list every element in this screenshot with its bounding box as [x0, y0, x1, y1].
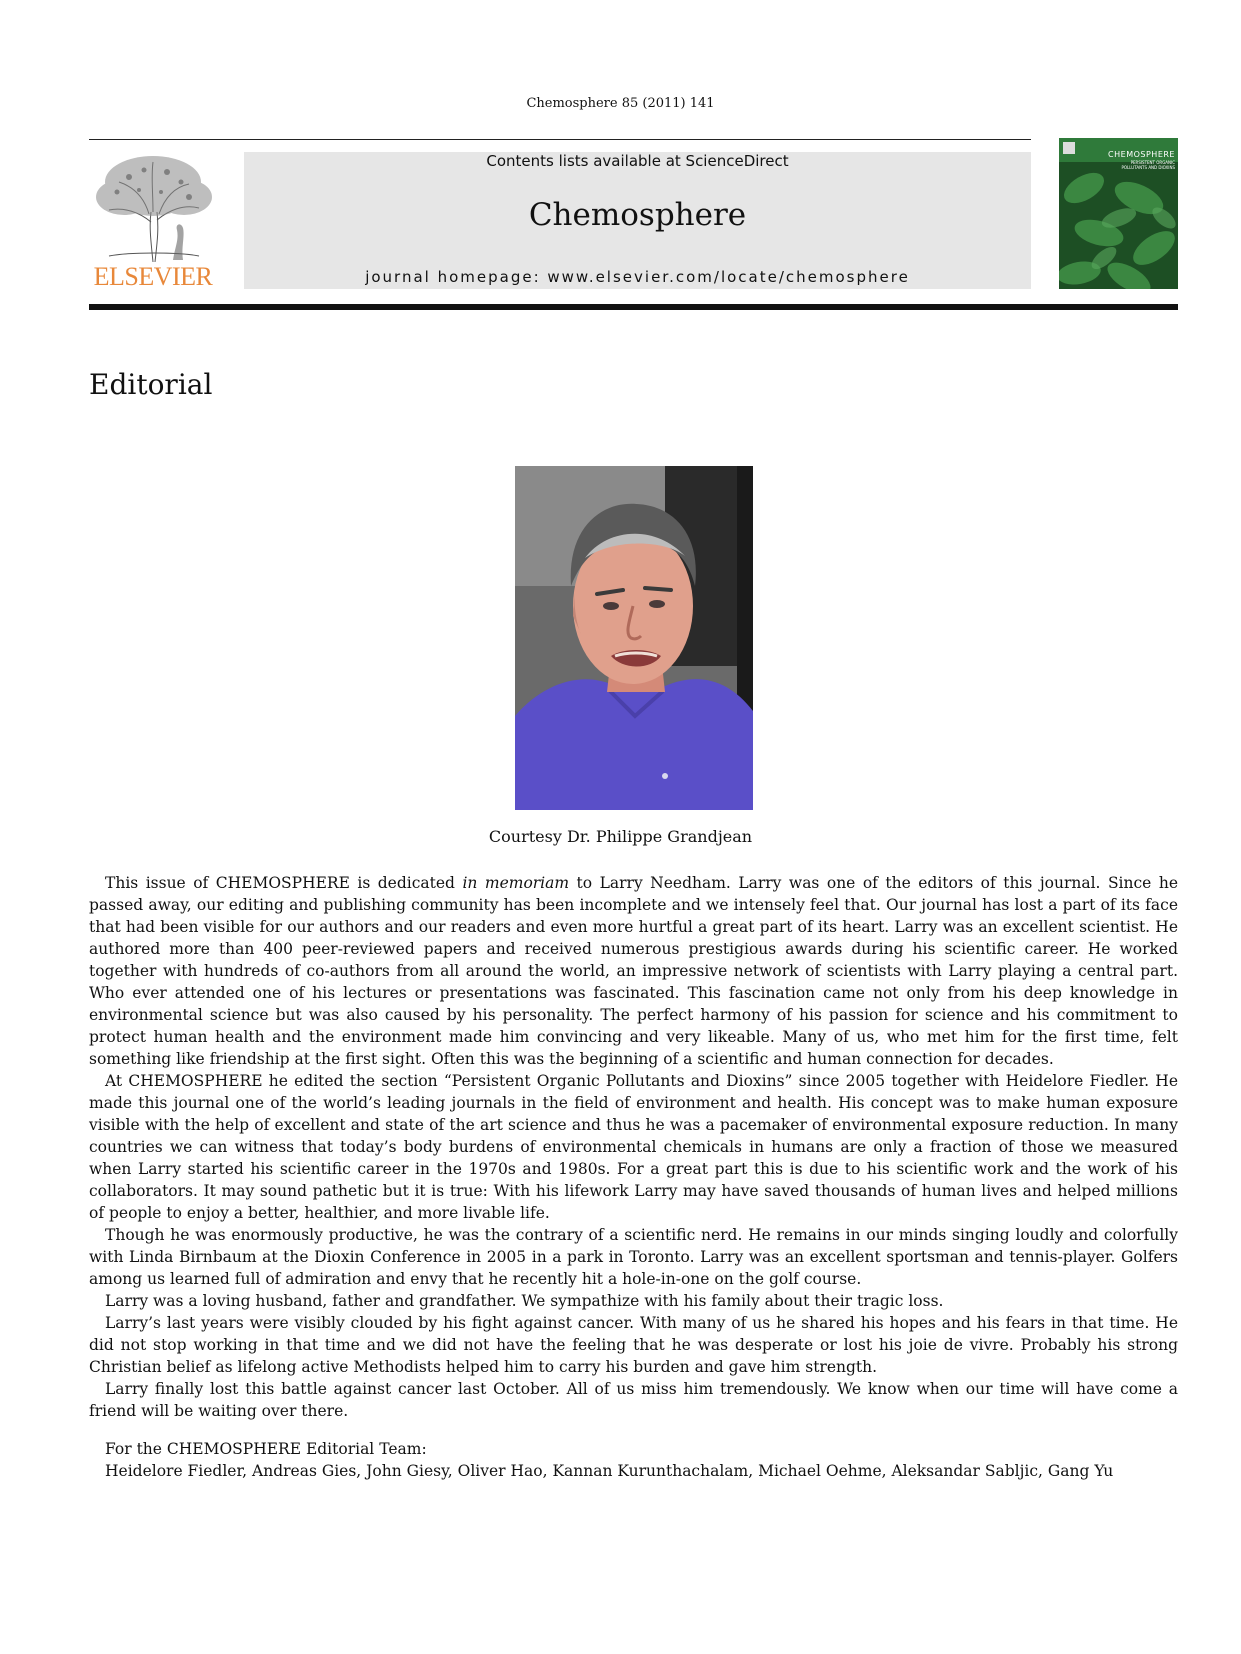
- journal-homepage-link[interactable]: journal homepage: www.elsevier.com/locate/chemosphere: [365, 268, 910, 286]
- paragraph-4: Larry was a loving husband, father and grandfather. We sympathize with his family about their tragic loss.: [105, 1292, 944, 1310]
- editor-names: Heidelore Fiedler, Andreas Gies, John Giesy, Oliver Hao, Kannan Kurunthachalam, Michael Oehme, Aleksandar Sabljic, Gang Yu: [105, 1462, 1114, 1480]
- signoff-line: For the CHEMOSPHERE Editorial Team:: [105, 1440, 427, 1458]
- editorial-signoff: [105, 1438, 1178, 1482]
- paragraph-3: Though he was enormously productive, he was the contrary of a scientific nerd. He remains in our minds singing loudly and colorfully with Linda Birnbaum at the Dioxin Conference in 2005 in a park in Toronto. Larry was an excellent sportsman and tennis-player. Golfers among us learned full of admiration and envy that he recently hit a hole-in-one on the golf course.: [89, 1226, 1178, 1288]
- paragraph-5: Larry’s last years were visibly clouded by his fight against cancer. With many of us he shared his hopes and his fears in that time. He did not stop working in that time and we did not have the feeling that he was desperate or lost his joie de vivre. Probably his strong Christian belief as lifelong active Methodists helped him to carry his burden and gave him strength.: [89, 1314, 1178, 1376]
- elsevier-wordmark: ELSEVIER: [93, 262, 213, 291]
- journal-name: Chemosphere: [528, 197, 747, 233]
- cover-title: CHEMOSPHERE: [1108, 150, 1175, 159]
- portrait-photo: [515, 466, 753, 810]
- paragraph-1-rest: to Larry Needham. Larry was one of the editors of this journal. Since he passed away, our editing and publishing community has been incomplete and we intensely feel that. Our journal has lost a part of its face that had been visible for our authors and our readers and even more hurtful a great part of its heart. Larry was an excellent scientist. He authored more than 400 peer-reviewed papers and received numerous prestigious awards during his scientific career. He worked together with hundreds of co-authors from all around the world, an impressive network of scientists with Larry playing a central part. Who ever attended one of his lectures or presentations was fascinated. This fascination came not only from his deep knowledge in environmental science but was also caused by his personality. The perfect harmony of his passion for science and his commitment to protect human health and the environment made him convincing and very likeable. Many of us, who met him for the first time, felt something like friendship at the first sight. Often this was the beginning of a scientific and human connection for decades.: [89, 874, 1178, 1068]
- contents-available-line: Contents lists available at ScienceDirect: [486, 152, 789, 170]
- journal-citation: Chemosphere 85 (2011) 141: [526, 96, 715, 111]
- paragraph-2: At CHEMOSPHERE he edited the section “Persistent Organic Pollutants and Dioxins” since 2005 together with Heidelore Fiedler. He made this journal one of the world’s leading journals in the field of environment and health. His concept was to make human exposure visible with the help of excellent and state of the art science and thus he was a pacemaker of environmental exposure reduction. In many countries we can witness that today’s body burdens of environmental chemicals in humans are only a fraction of those we measured when Larry started his scientific career in the 1970s and 1980s. For a great part this is due to his scientific work and the work of his collaborators. It may sound pathetic but it is true: With his lifework Larry may have saved thousands of human lives and helped millions of people to enjoy a better, healthier, and more livable life.: [89, 1072, 1178, 1222]
- journal-cover: [1059, 138, 1178, 289]
- article-body: [89, 872, 1178, 1422]
- paragraph-6: Larry finally lost this battle against cancer last October. All of us miss him tremendously. We know when our time will have come a friend will be waiting over there.: [89, 1380, 1178, 1420]
- journal-banner: [244, 152, 1031, 289]
- photo-caption: Courtesy Dr. Philippe Grandjean: [488, 827, 753, 846]
- header-thick-rule: [89, 304, 1178, 310]
- elsevier-logo: [89, 152, 217, 292]
- cover-subtitle: PERSISTENT ORGANIC POLLUTANTS AND DIOXINS: [1121, 160, 1175, 170]
- article-section-title: Editorial: [89, 368, 213, 401]
- tree-icon: [89, 152, 217, 264]
- paragraph-1-start: This issue of CHEMOSPHERE is dedicated: [105, 874, 463, 892]
- portrait-icon: [515, 466, 753, 810]
- in-memoriam-phrase: in memoriam: [462, 874, 570, 892]
- paragraph-1: [89, 872, 1178, 1070]
- header-rule: [89, 139, 1031, 140]
